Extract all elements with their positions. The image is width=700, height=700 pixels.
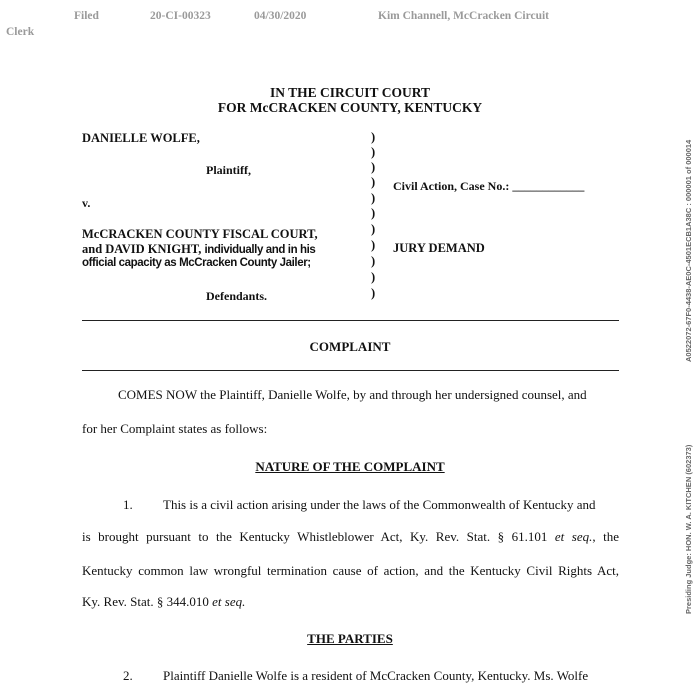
paragraph-1-number: 1. [123,497,133,512]
paragraph-1-line-3: Kentucky common law wrongful termination cause of action, and the Kentucky Civil Rights Act, [82,563,619,578]
defendant-line-3: official capacity as McCracken County Jailer; [82,257,311,269]
title-rule-top [82,320,619,321]
plaintiff-role: Plaintiff, [206,163,251,177]
court-line-1: IN THE CIRCUIT COURT [270,85,430,100]
paren: ) [371,160,376,174]
paragraph-1-line-2-a: is brought pursuant to the Kentucky Whistleblower Act, Ky. Rev. Stat. § 61.101 [82,529,555,544]
intro-line-2: for her Complaint states as follows: [82,421,268,436]
paragraph-2-number: 2. [123,668,133,683]
paragraph-1-line-2 [82,529,619,545]
filing-date: 04/30/2020 [254,10,307,22]
plaintiff-name: DANIELLE WOLFE, [82,131,200,145]
paren: ) [371,130,376,144]
paren: ) [371,270,376,284]
defendant-line-2-b: individually and in his [204,244,316,256]
paren: ) [371,206,376,220]
paren: ) [371,286,376,300]
paren: ) [371,145,376,159]
et-seq: et seq. [212,594,246,609]
section-heading-parties: THE PARTIES [307,631,393,646]
paragraph-1-line-4 [82,594,245,610]
paren: ) [371,175,376,189]
case-number: 20-CI-00323 [150,10,211,22]
court-line-2: FOR McCRACKEN COUNTY, KENTUCKY [217,100,483,115]
defendant-line-1: McCRACKEN COUNTY FISCAL COURT, [82,227,318,241]
defendant-role: Defendants. [206,289,268,303]
document-id-stamp: A0522072-67F0-4438-AE0C-4501ECB1A38C : 000001 of 000014 [684,139,693,362]
civil-action-case-no: Civil Action, Case No.: ____________ [393,179,585,193]
clerk-word: Clerk [6,26,35,38]
paren: ) [371,222,376,236]
intro-line-1: COMES NOW the Plaintiff, Danielle Wolfe, by and through her undersigned counsel, and [118,387,587,402]
section-heading-nature: NATURE OF THE COMPLAINT [255,459,445,474]
et-seq: et seq. [554,529,593,544]
filed-label: Filed [74,10,99,22]
defendant-line-2-a: and DAVID KNIGHT, [82,242,205,256]
paragraph-1-line-4-a: Ky. Rev. Stat. § 344.010 [82,594,213,609]
jury-demand: JURY DEMAND [393,241,485,255]
document-title: COMPLAINT [309,339,391,354]
paragraph-1-line-2-c: , the [592,529,619,544]
defendant-line-2 [82,242,315,257]
paren: ) [371,254,376,268]
clerk-line: Kim Channell, McCracken Circuit [378,10,549,22]
paren: ) [371,191,376,205]
title-rule-bottom [82,370,619,371]
paren: ) [371,238,376,252]
presiding-judge-stamp: Presiding Judge: HON. W. A. KITCHEN (602373) [684,444,693,614]
versus: v. [82,196,91,210]
paragraph-2-line-1: Plaintiff Danielle Wolfe is a resident of McCracken County, Kentucky. Ms. Wolfe [163,668,589,683]
paragraph-1-line-1: This is a civil action arising under the laws of the Commonwealth of Kentucky and [163,497,596,512]
